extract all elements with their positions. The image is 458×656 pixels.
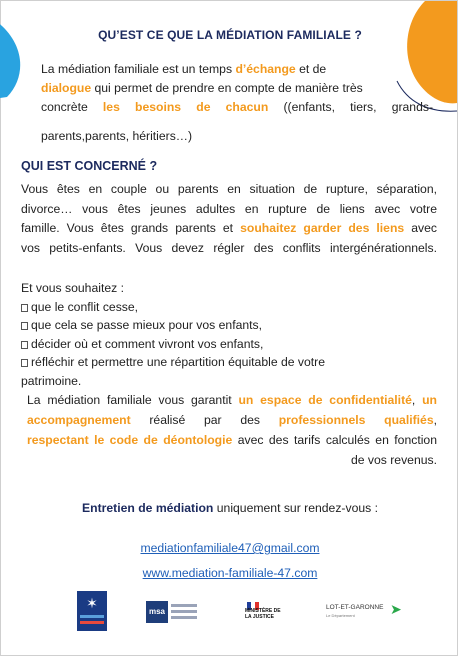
list-item: que cela se passe mieux pour vos enfants, — [21, 316, 437, 335]
intro-paragraph-end: parents,parents, héritiers…) — [41, 129, 193, 143]
checkbox-bullet-icon — [21, 359, 28, 367]
list-item-continuation: patrimoine. — [21, 373, 82, 388]
star-icon: ✶ — [86, 595, 98, 611]
checkbox-bullet-icon — [21, 322, 28, 330]
wishes-list — [21, 279, 437, 390]
list-item: que le conflit cesse, — [21, 298, 437, 317]
concern-heading: QUI EST CONCERNÉ ? — [21, 159, 158, 173]
justice-ministry-logo: MINISTÈRE DE LA JUSTICE — [237, 597, 287, 629]
appointment-note: Entretien de médiation uniquement sur rendez-vous : — [82, 501, 378, 515]
intro-paragraph: La médiation familiale est un temps d’échange et de dialogue qui permet de prendre en compte de manière très concrète les besoins de chacun ((enfants, tiers, grands- — [41, 62, 434, 114]
lot-et-garonne-logo: LOT-ET-GARONNE Le Département ➤ — [326, 601, 402, 618]
partner-logos — [1, 591, 458, 637]
guarantee-paragraph: La médiation familiale vous garantit un espace de confidentialité, un accompagnement réalisé par des professionnels qualifiés, respectant le code de déontologie avec des tarifs calculés en fonction de vos revenus. — [27, 393, 437, 467]
list-item: réfléchir et permettre une répartition équitable de votre — [21, 353, 437, 372]
msa-logo — [146, 601, 198, 625]
website-link[interactable]: www.mediation-familiale-47.com — [142, 566, 318, 580]
email-link[interactable]: mediationfamiliale47@gmail.com — [140, 541, 320, 555]
concern-paragraph: Vous êtes en couple ou parents en situation de rupture, séparation, divorce… vous êtes jeunes adultes en rupture de liens avec votre famille. Vous êtes grands parents et souhaitez garder des liens avec vos petits-enfants. Vous devez régler des conflits intergénérationnels. — [21, 182, 437, 255]
checkbox-bullet-icon — [21, 304, 28, 312]
list-item: décider où et comment vivront vos enfants, — [21, 335, 437, 354]
msa-logo-mark: msa — [146, 601, 168, 623]
french-flag-icon — [247, 597, 259, 605]
caf-logo — [77, 591, 107, 631]
check-arrow-icon: ➤ — [390, 601, 402, 617]
page-title: QU’EST CE QUE LA MÉDIATION FAMILIALE ? — [98, 28, 362, 42]
checkbox-bullet-icon — [21, 341, 28, 349]
wishes-intro: Et vous souhaitez : — [21, 281, 124, 295]
